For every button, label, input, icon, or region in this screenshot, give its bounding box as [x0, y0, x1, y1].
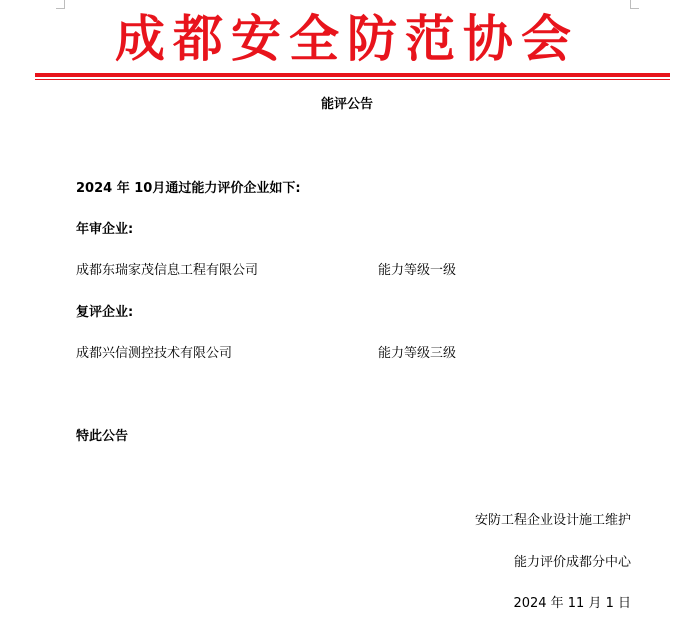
- re-evaluation-company-name: 成都兴信测控技术有限公司: [76, 346, 233, 361]
- signature-line-1: 安防工程企业设计施工维护: [474, 513, 631, 528]
- annual-review-company-name: 成都东瑞家茂信息工程有限公司: [76, 263, 259, 278]
- re-evaluation-company-level: 能力等级三级: [378, 346, 457, 361]
- letterhead-rule-thick: [35, 73, 670, 77]
- intro-text: 2024 年 10月通过能力评价企业如下:: [76, 181, 301, 196]
- annual-review-company-level: 能力等级一级: [378, 263, 457, 278]
- notice-title: 能评公告: [320, 97, 373, 112]
- signature-line-2: 能力评价成都分中心: [513, 555, 631, 570]
- annual-review-heading: 年审企业:: [76, 222, 134, 237]
- closing-text: 特此公告: [76, 429, 129, 444]
- letterhead-title: 成都安全防范协会: [115, 9, 579, 68]
- signature-date: 2024 年 11 月 1 日: [513, 596, 631, 611]
- letterhead-rule-thin: [35, 79, 670, 80]
- re-evaluation-heading: 复评企业:: [76, 305, 134, 320]
